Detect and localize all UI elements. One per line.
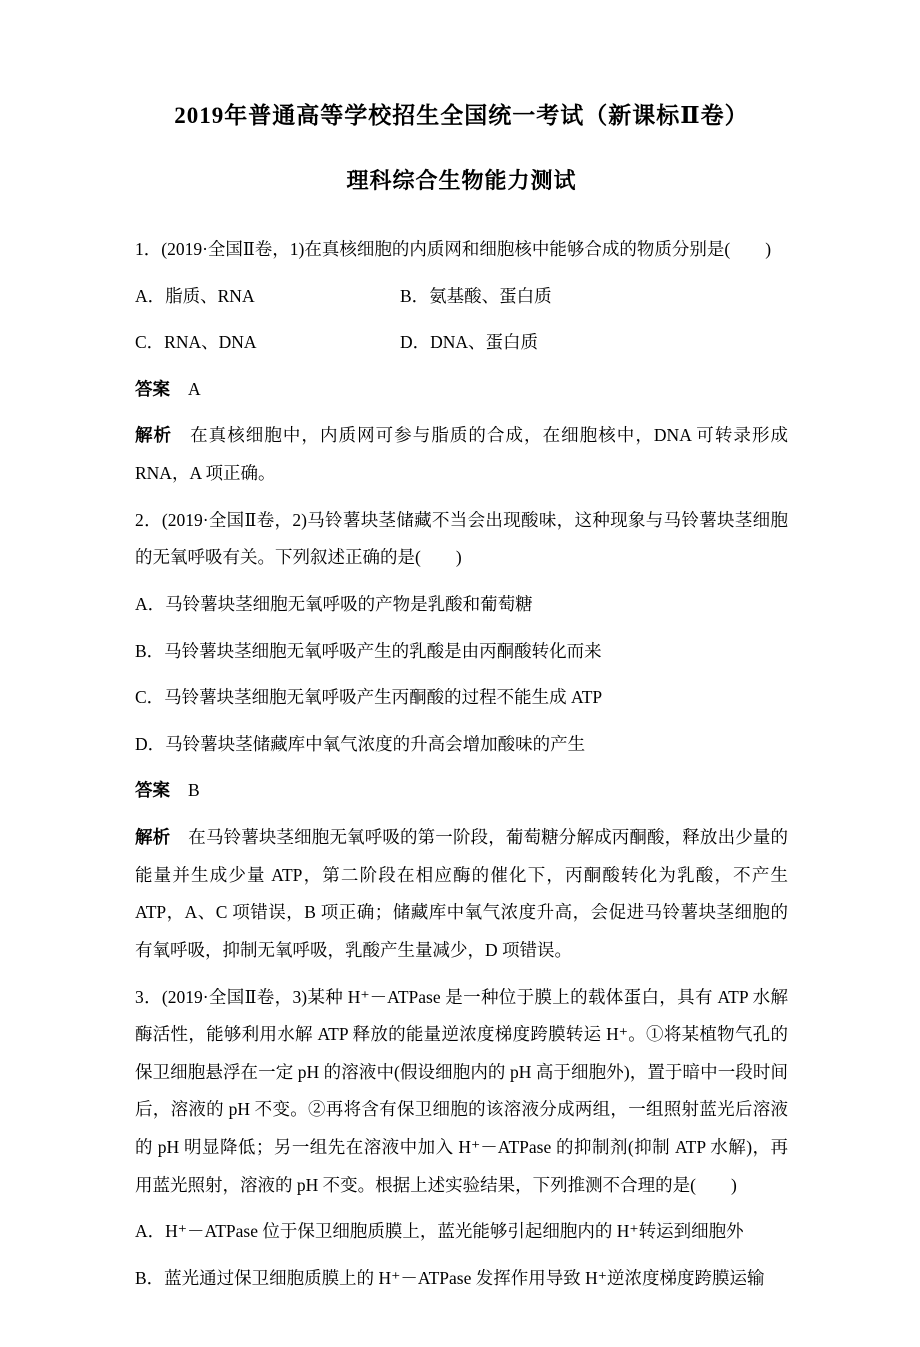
question-2 — [135, 502, 788, 970]
question-1-option-d: D．DNA、蛋白质 — [400, 332, 539, 353]
question-1-answer: A — [188, 378, 201, 399]
question-2-stem: 2．(2019·全国Ⅱ卷，2)马铃薯块茎储藏不当会出现酸味，这种现象与马铃薯块茎细胞的无氧呼吸有关。下列叙述正确的是( ) — [135, 509, 788, 568]
document-title: 2019年普通高等学校招生全国统一考试（新课标Ⅱ卷） — [174, 103, 749, 128]
question-2-analysis-line — [135, 819, 788, 970]
question-1-analysis: 在真核细胞中，内质网可参与脂质的合成，在细胞核中，DNA 可转录形成 RNA，A 项正确。 — [135, 425, 788, 484]
question-2-option-a: A．马铃薯块茎细胞无氧呼吸的产物是乳酸和葡萄糖 — [135, 593, 533, 614]
answer-label: 答案 — [135, 780, 170, 801]
question-2-answer-line — [135, 772, 788, 810]
question-2-answer: B — [188, 780, 200, 801]
question-1-stem: 1．(2019·全国Ⅱ卷，1)在真核细胞的内质网和细胞核中能够合成的物质分别是( ) — [135, 238, 772, 259]
question-2-analysis: 在马铃薯块茎细胞无氧呼吸的第一阶段，葡萄糖分解成丙酮酸，释放出少量的能量并生成少量 ATP，第二阶段在相应酶的催化下，丙酮酸转化为乳酸，不产生 ATP，A、C 项错误，B 项正确；储藏库中氧气浓度升高，会促进马铃薯块茎细胞的有氧呼吸，抑制无氧呼吸，乳酸产生量减少，D 项错误。 — [135, 827, 789, 960]
question-1-option-b: B．氨基酸、蛋白质 — [400, 285, 552, 306]
analysis-label: 解析 — [135, 425, 173, 446]
document-subtitle: 理科综合生物能力测试 — [346, 168, 577, 194]
analysis-label: 解析 — [135, 827, 171, 848]
question-3 — [135, 979, 788, 1298]
question-3-option-a: A．H⁺－ATPase 位于保卫细胞质膜上，蓝光能够引起细胞内的 H⁺转运到细胞外 — [135, 1221, 744, 1242]
answer-label: 答案 — [135, 378, 170, 399]
question-3-stem: 3．(2019·全国Ⅱ卷，3)某种 H⁺－ATPase 是一种位于膜上的载体蛋白，具有 ATP 水解酶活性，能够利用水解 ATP 释放的能量逆浓度梯度跨膜转运 H⁺。①将某植物气孔的保卫细胞悬浮在一定 pH 的溶液中(假设细胞内的 pH 高于细胞外)，置于暗中一段时间后，溶液的 pH 不变。②再将含有保卫细胞的该溶液分成两组，一组照射蓝光后溶液的 pH 明显降低；另一组先在溶液中加入 H⁺－ATPase 的抑制剂(抑制 ATP 水解)，再用蓝光照射，溶液的 pH 不变。根据上述实验结果，下列推测不合理的是( ) — [135, 986, 788, 1195]
question-1-options — [135, 278, 788, 362]
question-2-option-d: D．马铃薯块茎储藏库中氧气浓度的升高会增加酸味的产生 — [135, 733, 586, 754]
question-1-option-a: A．脂质、RNA — [135, 285, 255, 306]
question-1-option-c: C．RNA、DNA — [135, 332, 257, 353]
question-1-analysis-line — [135, 417, 788, 492]
question-1-answer-line — [135, 371, 788, 409]
question-2-option-c: C．马铃薯块茎细胞无氧呼吸产生丙酮酸的过程不能生成 ATP — [135, 687, 603, 708]
question-1 — [135, 231, 788, 493]
question-3-option-b: B．蓝光通过保卫细胞质膜上的 H⁺－ATPase 发挥作用导致 H⁺逆浓度梯度跨膜运输 — [135, 1267, 765, 1288]
question-2-option-b: B．马铃薯块茎细胞无氧呼吸产生的乳酸是由丙酮酸转化而来 — [135, 640, 602, 661]
